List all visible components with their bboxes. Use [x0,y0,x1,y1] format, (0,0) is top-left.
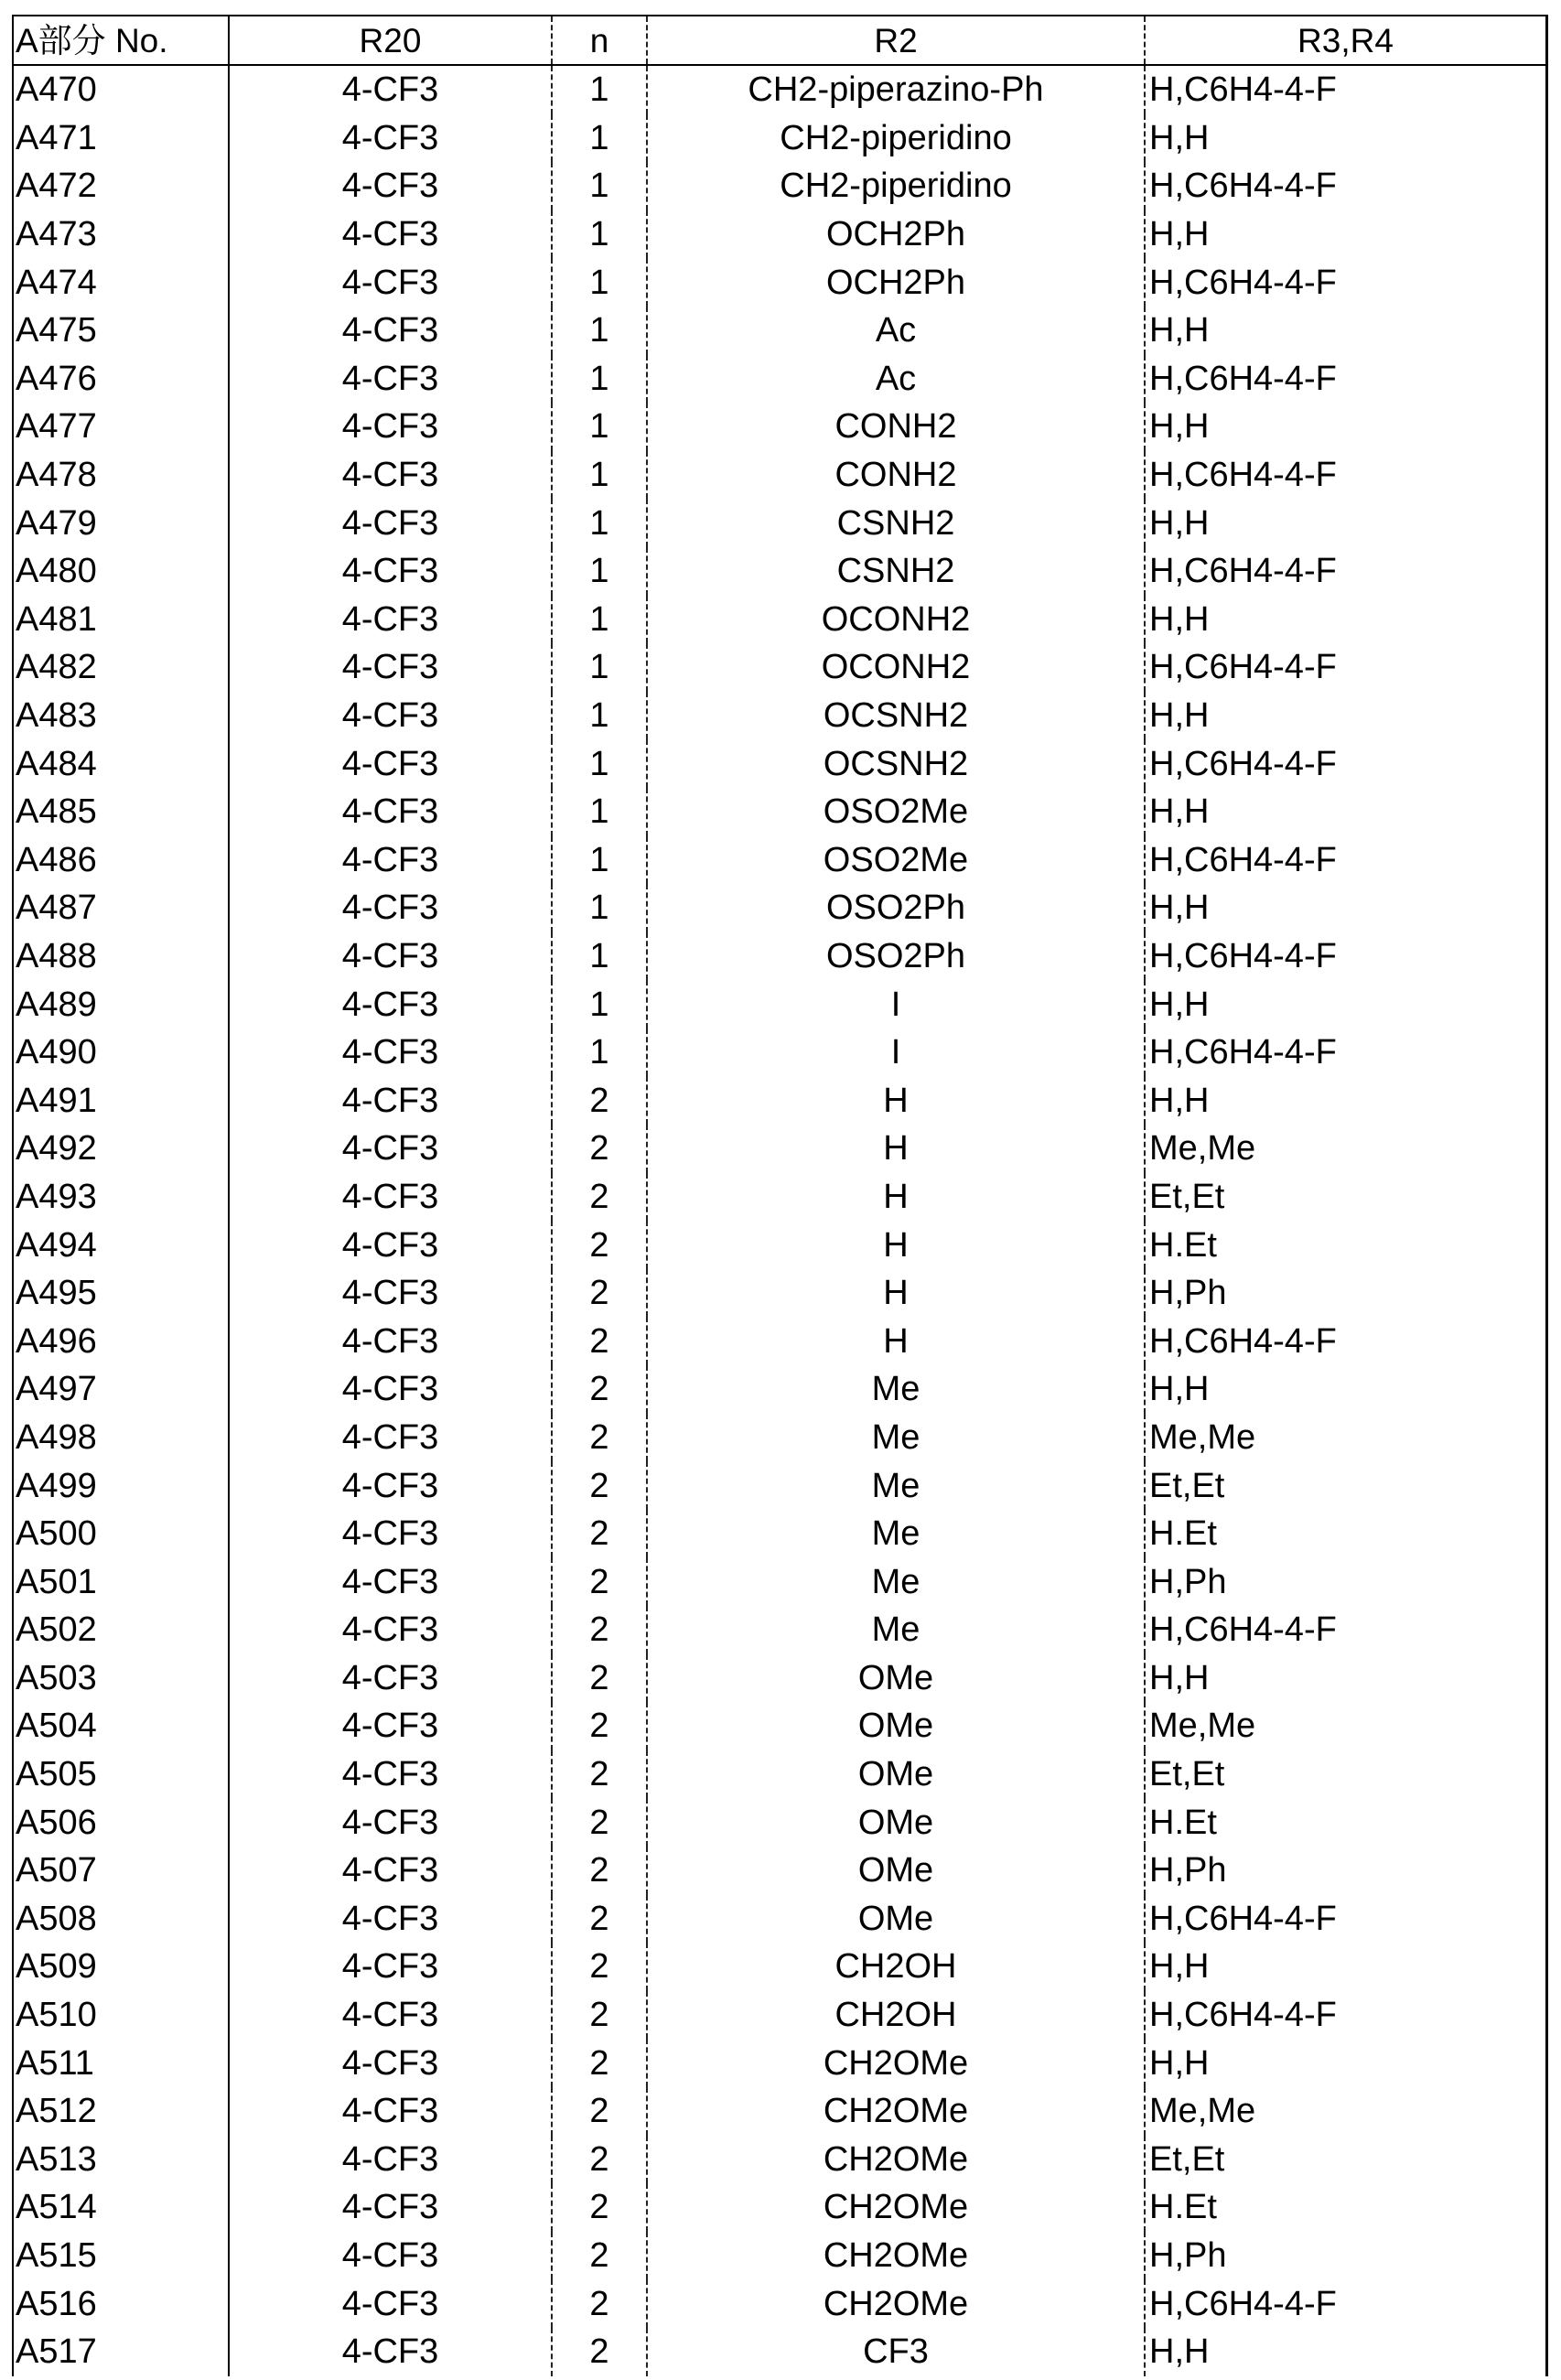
column-header-a-part-no: A部分 No. [12,16,230,64]
cell-a-part-no: A487 [12,884,230,932]
cell-r20: 4-CF3 [230,1173,553,1222]
table-body [12,66,1548,2378]
cell-r2: CH2OMe [648,2136,1146,2184]
cell-r2: Ac [648,355,1146,404]
cell-r3-r4: H,C6H4-4-F [1146,2279,1548,2328]
cell-r2: OSO2Ph [648,932,1146,981]
cell-n: 1 [553,307,648,355]
cell-r20: 4-CF3 [230,1076,553,1125]
cell-r3-r4: H,C6H4-4-F [1146,258,1548,307]
cell-n: 1 [553,403,648,451]
cell-a-part-no: A473 [12,210,230,259]
table-row [12,1798,1548,1847]
table-row [12,1221,1548,1269]
cell-n: 2 [553,1365,648,1414]
cell-n: 1 [553,739,648,788]
table-row [12,788,1548,836]
table-row [12,210,1548,259]
cell-r2: CONH2 [648,403,1146,451]
cell-r3-r4: Me,Me [1146,2087,1548,2136]
table-row [12,1269,1548,1318]
table-row [12,980,1548,1028]
cell-r3-r4: H,C6H4-4-F [1146,162,1548,210]
table-row [12,1076,1548,1125]
table-row [12,355,1548,404]
cell-a-part-no: A482 [12,643,230,692]
cell-r2: OMe [648,1654,1146,1703]
cell-r2: Me [648,1557,1146,1606]
cell-a-part-no: A479 [12,499,230,547]
cell-n: 1 [553,499,648,547]
cell-r20: 4-CF3 [230,547,553,596]
table-row [12,836,1548,885]
cell-n: 2 [553,1895,648,1944]
cell-a-part-no: A470 [12,66,230,114]
cell-n: 2 [553,2279,648,2328]
cell-r20: 4-CF3 [230,1606,553,1654]
table-row [12,884,1548,932]
cell-n: 2 [553,1221,648,1269]
cell-r2: OMe [648,1798,1146,1847]
table-row [12,1461,1548,1510]
cell-r20: 4-CF3 [230,1557,553,1606]
cell-r3-r4: H,H [1146,210,1548,259]
cell-r3-r4: H,H [1146,980,1548,1028]
cell-a-part-no: A484 [12,739,230,788]
cell-r3-r4: Me,Me [1146,1702,1548,1750]
table-row [12,1702,1548,1750]
cell-a-part-no: A501 [12,1557,230,1606]
cell-r20: 4-CF3 [230,114,553,163]
cell-a-part-no: A485 [12,788,230,836]
cell-r20: 4-CF3 [230,1895,553,1944]
cell-n: 1 [553,643,648,692]
cell-r2: H [648,1076,1146,1125]
cell-n: 2 [553,1461,648,1510]
cell-a-part-no: A502 [12,1606,230,1654]
cell-r3-r4: H,C6H4-4-F [1146,1606,1548,1654]
cell-r2: H [648,1173,1146,1222]
cell-n: 2 [553,2183,648,2232]
cell-r20: 4-CF3 [230,355,553,404]
cell-a-part-no: A480 [12,547,230,596]
cell-r3-r4: H,C6H4-4-F [1146,355,1548,404]
cell-n: 2 [553,1269,648,1318]
column-header-n: n [553,16,648,64]
column-header-r3-r4: R3,R4 [1146,16,1548,64]
cell-r20: 4-CF3 [230,66,553,114]
cell-r3-r4: H,H [1146,1654,1548,1703]
table-row [12,596,1548,644]
table-row [12,403,1548,451]
cell-a-part-no: A471 [12,114,230,163]
cell-a-part-no: A476 [12,355,230,404]
cell-r2: CSNH2 [648,499,1146,547]
cell-a-part-no: A508 [12,1895,230,1944]
cell-r3-r4: H,C6H4-4-F [1146,1895,1548,1944]
cell-a-part-no: A505 [12,1750,230,1799]
cell-r3-r4: H,C6H4-4-F [1146,932,1548,981]
cell-r20: 4-CF3 [230,1702,553,1750]
cell-r20: 4-CF3 [230,2087,553,2136]
cell-r20: 4-CF3 [230,451,553,500]
cell-r2: Me [648,1461,1146,1510]
cell-r3-r4: H,H [1146,307,1548,355]
cell-a-part-no: A514 [12,2183,230,2232]
cell-r2: OSO2Me [648,836,1146,885]
cell-r2: CH2OMe [648,2183,1146,2232]
cell-n: 2 [553,1847,648,1895]
cell-n: 2 [553,1606,648,1654]
cell-r3-r4: Et,Et [1146,1173,1548,1222]
cell-n: 2 [553,1076,648,1125]
cell-a-part-no: A512 [12,2087,230,2136]
table-row [12,2232,1548,2280]
cell-r3-r4: H,C6H4-4-F [1146,1317,1548,1365]
cell-r2: H [648,1317,1146,1365]
table-row [12,1943,1548,1991]
cell-a-part-no: A499 [12,1461,230,1510]
cell-r2: OMe [648,1750,1146,1799]
cell-n: 2 [553,1750,648,1799]
cell-r3-r4: H.Et [1146,1798,1548,1847]
cell-r20: 4-CF3 [230,403,553,451]
cell-r3-r4: Me,Me [1146,1125,1548,1173]
cell-r2: Me [648,1365,1146,1414]
table-row [12,643,1548,692]
cell-n: 1 [553,788,648,836]
cell-r20: 4-CF3 [230,2328,553,2376]
table-row [12,1654,1548,1703]
cell-a-part-no: A495 [12,1269,230,1318]
cell-r20: 4-CF3 [230,692,553,740]
cell-n: 2 [553,1654,648,1703]
cell-a-part-no: A500 [12,1510,230,1558]
table-row [12,2087,1548,2136]
cell-r2: OMe [648,1847,1146,1895]
cell-n: 2 [553,2232,648,2280]
cell-a-part-no: A503 [12,1654,230,1703]
cell-a-part-no: A494 [12,1221,230,1269]
table-row [12,258,1548,307]
cell-r20: 4-CF3 [230,1510,553,1558]
cell-n: 2 [553,1173,648,1222]
cell-n: 2 [553,1510,648,1558]
cell-r20: 4-CF3 [230,1221,553,1269]
cell-r2: CF3 [648,2328,1146,2376]
cell-r3-r4: H,C6H4-4-F [1146,451,1548,500]
cell-n: 1 [553,980,648,1028]
cell-n: 2 [553,1991,648,2040]
cell-a-part-no: A517 [12,2328,230,2376]
cell-r2: H [648,1125,1146,1173]
cell-a-part-no: A472 [12,162,230,210]
cell-r3-r4: H,H [1146,596,1548,644]
cell-r20: 4-CF3 [230,210,553,259]
cell-r2: CH2-piperazino-Ph [648,66,1146,114]
cell-r20: 4-CF3 [230,884,553,932]
cell-n: 1 [553,66,648,114]
cell-r2: Ac [648,307,1146,355]
cell-a-part-no: A491 [12,1076,230,1125]
cell-r2: I [648,1028,1146,1077]
cell-n: 1 [553,836,648,885]
cell-a-part-no: A497 [12,1365,230,1414]
cell-r20: 4-CF3 [230,1654,553,1703]
cell-r3-r4: H,H [1146,884,1548,932]
cell-r3-r4: H,Ph [1146,1847,1548,1895]
table-row [12,2136,1548,2184]
cell-a-part-no: A493 [12,1173,230,1222]
table-row [12,114,1548,163]
cell-a-part-no: A504 [12,1702,230,1750]
cell-r20: 4-CF3 [230,1365,553,1414]
cell-a-part-no: A509 [12,1943,230,1991]
cell-r20: 4-CF3 [230,1847,553,1895]
cell-r3-r4: Me,Me [1146,1414,1548,1462]
table-row [12,1414,1548,1462]
cell-r20: 4-CF3 [230,1125,553,1173]
table-row [12,692,1548,740]
table-row [12,1991,1548,2040]
table-row [12,932,1548,981]
cell-r20: 4-CF3 [230,162,553,210]
cell-r3-r4: H,Ph [1146,1269,1548,1318]
cell-r2: CH2-piperidino [648,114,1146,163]
cell-n: 1 [553,692,648,740]
cell-r2: I [648,980,1146,1028]
cell-a-part-no: A511 [12,2039,230,2087]
cell-r2: CONH2 [648,451,1146,500]
cell-r3-r4: H,C6H4-4-F [1146,739,1548,788]
cell-r2: Me [648,1510,1146,1558]
cell-r20: 4-CF3 [230,1269,553,1318]
cell-a-part-no: A478 [12,451,230,500]
cell-r20: 4-CF3 [230,596,553,644]
table-row [12,2328,1548,2376]
cell-r3-r4: H,C6H4-4-F [1146,547,1548,596]
cell-r3-r4: H,H [1146,2328,1548,2376]
cell-n: 1 [553,547,648,596]
cell-n: 1 [553,114,648,163]
cell-r3-r4: Et,Et [1146,1750,1548,1799]
cell-r3-r4: H,C6H4-4-F [1146,1991,1548,2040]
cell-r3-r4: H,H [1146,1076,1548,1125]
cell-r3-r4: H,H [1146,1365,1548,1414]
cell-r3-r4: Et,Et [1146,1461,1548,1510]
cell-n: 2 [553,2136,648,2184]
cell-r2: OMe [648,1895,1146,1944]
cell-r2: CH2OMe [648,2039,1146,2087]
cell-r2: Me [648,1414,1146,1462]
cell-r2: H [648,1269,1146,1318]
table-row [12,1895,1548,1944]
cell-r3-r4: H.Et [1146,1221,1548,1269]
cell-r20: 4-CF3 [230,932,553,981]
cell-r3-r4: H,H [1146,114,1548,163]
table-row [12,1028,1548,1077]
table-row [12,451,1548,500]
cell-r20: 4-CF3 [230,1414,553,1462]
table-row [12,499,1548,547]
cell-a-part-no: A475 [12,307,230,355]
cell-r2: CH2OMe [648,2087,1146,2136]
cell-r2: CH2OH [648,1991,1146,2040]
cell-r20: 4-CF3 [230,1991,553,2040]
cell-r3-r4: Et,Et [1146,2136,1548,2184]
cell-r3-r4: H,C6H4-4-F [1146,836,1548,885]
cell-n: 1 [553,884,648,932]
cell-r20: 4-CF3 [230,499,553,547]
table-row [12,547,1548,596]
cell-r3-r4: H,Ph [1146,2232,1548,2280]
cell-r2: OCSNH2 [648,692,1146,740]
cell-r20: 4-CF3 [230,2279,553,2328]
cell-n: 1 [553,258,648,307]
cell-a-part-no: A477 [12,403,230,451]
cell-a-part-no: A488 [12,932,230,981]
cell-r20: 4-CF3 [230,643,553,692]
cell-n: 2 [553,1798,648,1847]
table-row [12,1173,1548,1222]
table-header-row [12,15,1548,66]
cell-n: 2 [553,2328,648,2376]
cell-a-part-no: A481 [12,596,230,644]
column-header-r2: R2 [648,16,1146,64]
table-row [12,1317,1548,1365]
cell-r2: OCONH2 [648,596,1146,644]
cell-a-part-no: A496 [12,1317,230,1365]
cell-a-part-no: A506 [12,1798,230,1847]
column-header-r20: R20 [230,16,553,64]
cell-n: 1 [553,451,648,500]
table-row [12,1510,1548,1558]
cell-r3-r4: H,H [1146,2039,1548,2087]
cell-n: 2 [553,1557,648,1606]
cell-r20: 4-CF3 [230,1943,553,1991]
cell-n: 2 [553,2087,648,2136]
cell-n: 1 [553,210,648,259]
cell-r20: 4-CF3 [230,307,553,355]
cell-a-part-no: A490 [12,1028,230,1077]
cell-n: 2 [553,1702,648,1750]
cell-a-part-no: A474 [12,258,230,307]
cell-r2: OMe [648,1702,1146,1750]
cell-n: 2 [553,1125,648,1173]
table-row [12,2039,1548,2087]
cell-r2: CSNH2 [648,547,1146,596]
table-row [12,1606,1548,1654]
cell-r20: 4-CF3 [230,2136,553,2184]
table-row [12,2279,1548,2328]
cell-r2: CH2OH [648,1943,1146,1991]
cell-r20: 4-CF3 [230,739,553,788]
cell-r3-r4: H,C6H4-4-F [1146,1028,1548,1077]
cell-a-part-no: A510 [12,1991,230,2040]
cell-n: 1 [553,1028,648,1077]
cell-a-part-no: A492 [12,1125,230,1173]
cell-r20: 4-CF3 [230,980,553,1028]
cell-r3-r4: H,Ph [1146,1557,1548,1606]
table-row [12,307,1548,355]
cell-n: 2 [553,1414,648,1462]
cell-n: 1 [553,596,648,644]
cell-r2: OSO2Me [648,788,1146,836]
cell-r3-r4: H,H [1146,788,1548,836]
cell-r2: CH2-piperidino [648,162,1146,210]
cell-r3-r4: H,C6H4-4-F [1146,66,1548,114]
cell-r2: OCONH2 [648,643,1146,692]
cell-r20: 4-CF3 [230,1028,553,1077]
cell-r20: 4-CF3 [230,788,553,836]
cell-r2: CH2OMe [648,2279,1146,2328]
table-row [12,162,1548,210]
cell-n: 2 [553,1317,648,1365]
cell-r3-r4: H.Et [1146,1510,1548,1558]
table-row [12,1847,1548,1895]
table-row [12,2183,1548,2232]
cell-r2: Me [648,1606,1146,1654]
cell-n: 2 [553,1943,648,1991]
cell-r20: 4-CF3 [230,1798,553,1847]
cell-n: 1 [553,355,648,404]
cell-a-part-no: A507 [12,1847,230,1895]
cell-a-part-no: A489 [12,980,230,1028]
cell-r3-r4: H.Et [1146,2183,1548,2232]
cell-r2: OCSNH2 [648,739,1146,788]
compound-table [12,15,1548,2378]
cell-r2: CH2OMe [648,2232,1146,2280]
cell-r3-r4: H,H [1146,403,1548,451]
cell-n: 2 [553,2039,648,2087]
cell-r2: OCH2Ph [648,258,1146,307]
cell-r3-r4: H,C6H4-4-F [1146,643,1548,692]
table-row [12,66,1548,114]
cell-r20: 4-CF3 [230,258,553,307]
cell-r3-r4: H,H [1146,692,1548,740]
cell-n: 1 [553,162,648,210]
cell-r20: 4-CF3 [230,2039,553,2087]
cell-r2: OCH2Ph [648,210,1146,259]
cell-a-part-no: A515 [12,2232,230,2280]
cell-r20: 4-CF3 [230,2183,553,2232]
cell-r3-r4: H,H [1146,499,1548,547]
cell-r2: OSO2Ph [648,884,1146,932]
cell-a-part-no: A486 [12,836,230,885]
cell-a-part-no: A513 [12,2136,230,2184]
cell-r20: 4-CF3 [230,1750,553,1799]
table-row [12,739,1548,788]
cell-r2: H [648,1221,1146,1269]
table-row [12,1750,1548,1799]
table-row [12,1365,1548,1414]
cell-n: 1 [553,932,648,981]
cell-a-part-no: A483 [12,692,230,740]
cell-a-part-no: A498 [12,1414,230,1462]
cell-r20: 4-CF3 [230,2232,553,2280]
cell-r20: 4-CF3 [230,1317,553,1365]
cell-r3-r4: H,H [1146,1943,1548,1991]
table-row [12,1557,1548,1606]
cell-r20: 4-CF3 [230,836,553,885]
cell-r20: 4-CF3 [230,1461,553,1510]
table-row [12,1125,1548,1173]
cell-a-part-no: A516 [12,2279,230,2328]
